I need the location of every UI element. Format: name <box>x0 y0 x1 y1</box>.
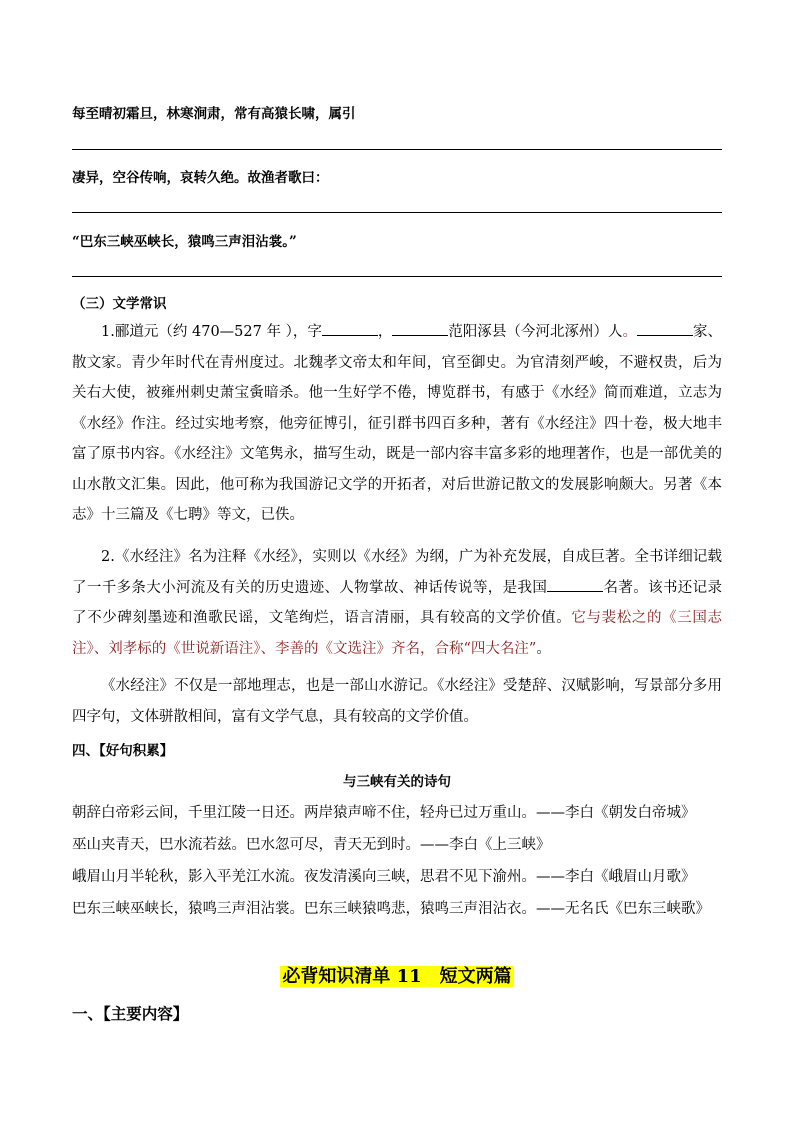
reading-line-1: 每至晴初霜旦，林寒涧肃，常有高猿长啸，属引 <box>72 106 356 122</box>
section4-heading: 四、【好句积累】 <box>72 743 174 759</box>
poem-line-3: 峨眉山月半轮秋，影入平羌江水流。夜发清溪向三峡，思君不见下渝州。——李白《峨眉山月歌》 <box>72 869 696 885</box>
p1-text-d: 家、散文家。青少年时代在青州度过。北魏孝文帝太和年间，官至御史。为官清刻严峻，不避权贵，后为关右大使，被雍州刺史萧宝夤暗杀。他一生好学不倦，博览群书，有感于《水经》简而难道，立志为《水经》作注。经过实地考察，他旁征博引，征引群书四百多种，著有《水经注》四十卷，极大地丰富了原书内容。《水经注》文笔隽永，描写生动，既是一部内容丰富多彩的地理著作，也是一部优美的山水散文汇集。因此，他可称为我国游记文学的开拓者，对后世游记散文的发展影响颇大。另著《本志》十三篇及《七聘》等文，已佚。 <box>72 324 723 523</box>
section4-subtitle: 与三峡有关的诗句 <box>343 774 451 790</box>
main-content-heading: 一、【主要内容】 <box>72 1004 189 1023</box>
blank-era[interactable] <box>392 319 448 336</box>
reading-line-2: 凄异，空谷传响，哀转久绝。故渔者歌曰： <box>72 170 329 186</box>
p2-red-text: 它与裴松之的《三国志注》、刘孝标的《世说新语注》、李善的《文选注》齐名，合称“四大名注” <box>72 610 723 657</box>
blank-category[interactable] <box>547 575 603 592</box>
poem-line-4: 巴东三峡巫峡长，猿鸣三声泪沾裳。巴东三峡猿鸣悲，猿鸣三声泪沾衣。——无名氏《巴东三峡歌》 <box>72 901 710 917</box>
section3-paragraph-2 <box>72 542 722 664</box>
p2-end: 。 <box>536 640 551 657</box>
section3-paragraph-1 <box>72 317 722 531</box>
section3-heading: （三）文学常识 <box>72 296 167 312</box>
answer-rule-3 <box>72 276 722 277</box>
poem-line-2: 巫山夹青天，巴水流若兹。巴水忽可尽，青天无到时。——李白《上三峡》 <box>72 837 551 853</box>
checklist-title: 必背知识清单 11 短文两篇 <box>282 966 512 987</box>
checklist-title-wrap <box>0 962 794 988</box>
p2-text-b: 名著。该书还记录了不少碑刻墨迹和渔歌民谣，文笔绚烂，语言清丽，具有较高的文学价值。 <box>72 579 723 626</box>
p1-text-c: 范阳涿县（今河北涿州）人 <box>448 324 623 340</box>
answer-rule-2 <box>72 212 722 213</box>
p1-red-dot: 。 <box>622 324 638 340</box>
p1-text-a: 1.郦道元（约 470—527 年 ），字 <box>101 324 322 340</box>
answer-rule-1 <box>72 149 722 150</box>
p1-text-b: ， <box>377 324 393 340</box>
p2-text-a: 2.《水经注》名为注释《水经》，实则以《水经》为纲，广为补充发展，自成巨著。全书详细记载了一千多条大小河流及有关的历史遗迹、人物掌故、神话传说等，是我国 <box>72 549 722 596</box>
blank-zi[interactable] <box>322 319 378 336</box>
poem-line-1: 朝辞白帝彩云间，千里江陵一日还。两岸猿声啼不住，轻舟已过万重山。——李白《朝发白帝城》 <box>72 805 696 821</box>
reading-line-3: “巴东三峡巫峡长，猿鸣三声泪沾裳。” <box>72 234 297 250</box>
blank-profession[interactable] <box>637 319 693 336</box>
section3-paragraph-3: 《水经注》不仅是一部地理志，也是一部山水游记。《水经注》受楚辞、汉赋影响，写景部分多用四字句，文体骈散相间，富有文学气息，具有较高的文学价值。 <box>72 678 722 725</box>
